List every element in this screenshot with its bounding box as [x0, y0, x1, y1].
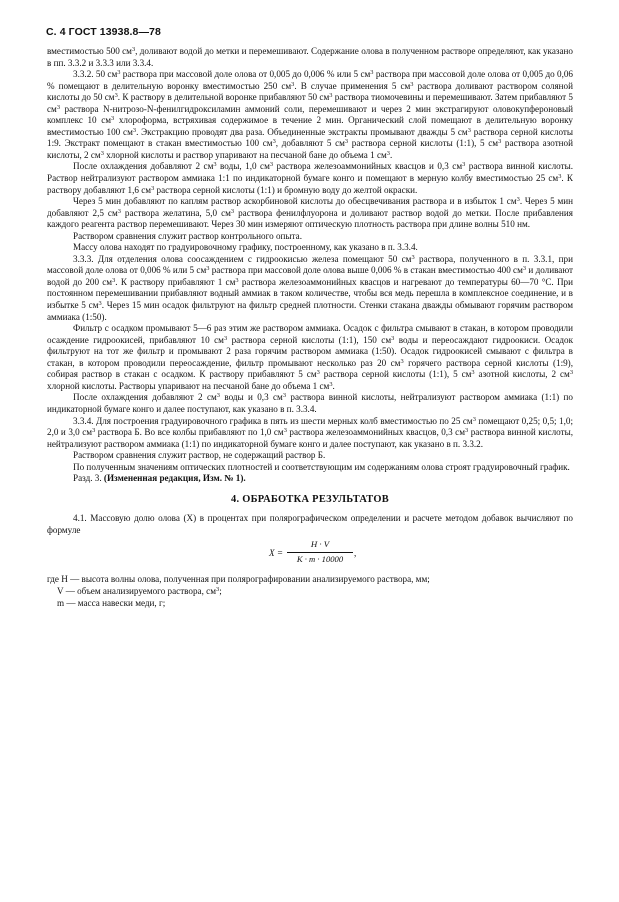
paragraph-4-1: 4.1. Массовую долю олова (X) в процентах при полярографическом определении и расчете методом добавок вычисляют по формуле	[47, 513, 573, 535]
amendment-prefix: Разд. 3.	[73, 473, 104, 484]
paragraph: вместимостью 500 $см^3$, доливают водой до метки и перемешивают. Содержание олова в полученном растворе определяют, как указано в пп. 3.3.2 и 3.3.3 или 3.3.4.	[47, 46, 573, 68]
paragraph: По полученным значениям оптических плотностей и соответствующим им содержаниям олова строят градуировочный график.	[73, 461, 570, 472]
section-title: 4. ОБРАБОТКА РЕЗУЛЬТАТОВ	[230, 493, 390, 505]
definition-item: m — масса навески меди, г;	[57, 597, 166, 608]
page-header: С. 4 ГОСТ 13938.8—78	[46, 26, 161, 38]
formula-fraction	[287, 539, 353, 565]
paragraph: 3.3.2. 50 $см^3$ раствора при массовой доле олова от 0,005 до 0,006 % или 5 $см^3$ раствора при массовой доле олова от 0,005 до 0,06 % помещают в делительную воронку вместимостью 250 $см^3$. В случае применения 5 $см^3$ раствора доливают раствором соляной кислоты до 50 $см^3$. К раствору в делительной воронке прибавляют 50 $см^3$ раствора тиомочевины и перемешивают. Затем прибавляют 5 $см^3$ раствора N-нитрозо-N-фенилгидроксиламин аммоний соли, перемешивают и через 2 мин экстрагируют оловокупфероновый комплекс 10 $см^3$ хлороформа, встряхивая содержимое в течение 2 мин. Органический слой помещают в делительную воронку вместимостью 100 $см^3$. Экстракцию проводят два раза. Объединенные экстракты промывают дважды 5 $см^3$ раствора серной кислоты 1:9. Экстракт помещают в стакан вместимостью 100 $см^3$, добавляют 5 $см^3$ раствора серной кислоты (1:1), 5 $см^3$ раствора азотной кислоты, 2 $см^3$ хлорной кислоты и раствор упаривают на песчаной бане до объема 1 $см^3$.	[47, 69, 574, 160]
paragraph: Раствором сравнения служит раствор, не содержащий раствор Б.	[73, 450, 326, 461]
formula-numerator: H · V	[287, 539, 353, 553]
paragraph: После охлаждения добавляют 2 $см^3$ воды, 1,0 $см^3$ раствора железоаммонийных квасцов и 0,3 $см^3$ раствора винной кислоты. Раствор нейтрализуют раствором аммиака 1:1 по индикаторной бумаге конго и помещают в мерную колбу вместимостью 25 $см^3$. К раствору добавляют 1,6 $см^3$ раствора серной кислоты (1:1) и бромную воду до желтой окраски.	[47, 161, 573, 195]
amendment-bold: (Измененная редакция, Изм. № 1).	[103, 473, 246, 484]
document-body	[47, 46, 573, 609]
paragraph: Массу олова находят по градуировочному графику, построенному, как указано в п. 3.3.4.	[73, 242, 418, 253]
paragraph: 3.3.3. Для отделения олова соосаждением с гидроокисью железа помещают 50 $см^3$ раствора, полученного в п. 3.3.1, при массовой доле олова от 0,006 % или 5 $см^3$ раствора при массовой доле олова выше 0,006 % в стакан вместимостью 400 $см^3$ и доливают водой до 200 $см^3$. К раствору прибавляют 1 $см^3$ раствора железоаммонийных квасцов и нагревают до температуры 60—70 °С. При постоянном перемешивании прибавляют водный аммиак в таком количестве, чтобы вся медь перешла в комплексное соединение, и в избытке 5 $см^3$. Через 15 мин осадок фильтруют на фильтр средней плотности. Стенки стакана дважды обмывают горячим раствором аммиака (1:50).	[47, 253, 574, 322]
formula	[47, 539, 573, 569]
formula-lhs: X =	[269, 548, 284, 559]
paragraph: Через 5 мин добавляют по каплям раствор аскорбиновой кислоты до обесцвечивания раствора и в избыток 1 $см^3$. Через 5 мин добавляют 2,5 $см^3$ раствора желатина, 5,0 $см^3$ раствора фенилфлуорона и доливают раствор водой до метки. После прибавления каждого реагента раствор перемешивают. Через 30 мин измеряют оптическую плотность раствора при длине волны 510 нм.	[47, 196, 573, 230]
definition-item: где H — высота волны олова, полученная при полярографировании анализируемого раствора, мм;	[47, 574, 430, 585]
paragraph: Раствором сравнения служит раствор контрольного опыта.	[73, 230, 302, 241]
definitions	[47, 574, 573, 609]
formula-denominator: K · m · 10000	[296, 553, 344, 564]
paragraph: После охлаждения добавляют 2 $см^3$ воды и 0,3 $см^3$ раствора винной кислоты, нейтрализуют раствором аммиака (1:1) по индикаторной бумаге конго и далее поступают, как указано в п. 3.3.4.	[47, 392, 573, 414]
formula-trail: ,	[354, 548, 357, 559]
paragraph: Фильтр с осадком промывают 5—6 раз этим же раствором аммиака. Осадок с фильтра смывают в стакан, в котором проводили осаждение гидроокисей, прибавляют 10 $см^3$ раствора серной кислоты (1:1), 150 $см^3$ воды и переосаждают гидроокиси. Осадок фильтруют на тот же фильтр и промывают 2 раза горячим раствором аммиака (1:50). Осадок гидроокисей смывают с фильтра в стакан, в котором проводили переосаждение, фильтр промывают несколько раз 20 $см^3$ горячего раствора серной кислоты (1:9), собирая раствор в стакан с осадком. К раствору прибавляют 5 $см^3$ раствора серной кислоты (1:1), 5 $см^3$ азотной кислоты, 2 $см^3$ хлорной кислоты. Растворы упаривают на песчаной бане до объема 1 $см^3$.	[47, 323, 574, 391]
paragraph: 3.3.4. Для построения градуировочного графика в пять из шести мерных колб вместимостью по 25 $см^3$ помещают 0,25; 0,5; 1,0; 2,0 и 3,0 $см^3$ раствора Б. Во все колбы прибавляют по 1,0 $см^3$ раствора железоаммонийных квасцов, 0,3 $см^3$ раствора винной кислоты, нейтрализуют раствором аммиака (1:1) по индикаторной бумаге конго и далее поступают, как указано в п. 3.3.2.	[47, 415, 573, 449]
definition-item: V — объем анализируемого раствора, $см^3$;	[57, 585, 222, 596]
amendment-note	[47, 473, 573, 485]
